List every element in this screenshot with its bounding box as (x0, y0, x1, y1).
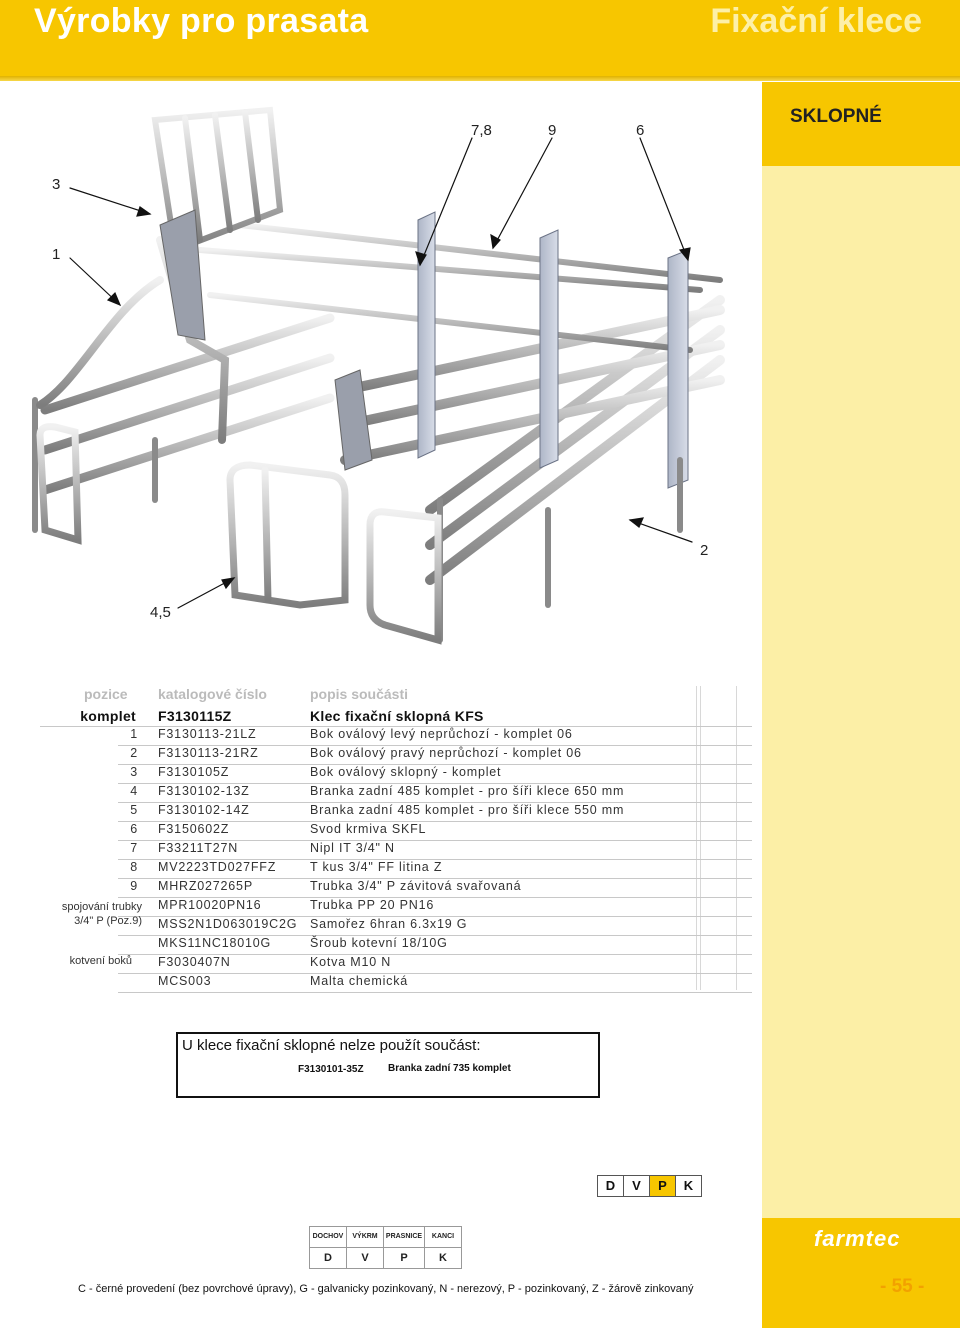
row-description: Nipl IT 3/4" N (310, 841, 395, 855)
category-legend (310, 1227, 462, 1269)
table-row (40, 822, 752, 841)
row-code: F3130102-13Z (158, 784, 250, 798)
table-row (40, 860, 752, 879)
row-code: MHRZ027265P (158, 879, 253, 893)
page-title: Výrobky pro prasata (34, 2, 369, 40)
legend-letter: P (383, 1247, 425, 1269)
callout-label: 7,8 (471, 122, 492, 139)
legend-letter: D (309, 1247, 347, 1269)
callout-label: 4,5 (150, 604, 171, 621)
row-divider (118, 992, 752, 993)
callout-label: 1 (52, 246, 61, 263)
pipe-joint-note-line: 3/4" P (Poz.9) (74, 915, 142, 927)
row-description: Bok oválový levý neprůchozí - komplet 06 (310, 727, 573, 741)
product-illustration (0, 80, 760, 680)
table-row (40, 974, 752, 993)
row-code: MV2223TD027FFZ (158, 860, 277, 874)
legend-label: DOCHOV (309, 1226, 347, 1248)
row-code: MCS003 (158, 974, 212, 988)
table-row (40, 708, 752, 727)
table-row (40, 917, 752, 936)
table-row (40, 784, 752, 803)
legend-label: PRASNICE (383, 1226, 425, 1248)
row-description: Šroub kotevní 18/10G (310, 936, 448, 950)
farmtec-logo (814, 1226, 914, 1254)
row-position: komplet (80, 708, 136, 724)
category-indicator (598, 1175, 702, 1197)
row-code: MPR10020PN16 (158, 898, 262, 912)
row-position: 5 (130, 803, 138, 817)
sidebar-tab-label: SKLOPNÉ (790, 106, 882, 127)
page-number: - 55 - (880, 1276, 925, 1297)
row-code: F3130113-21LZ (158, 727, 257, 741)
legend-label: KANCI (424, 1226, 462, 1248)
finish-legend-note: C - černé provedení (bez povrchové úpravy), G - galvanicky pozinkovaný, N - nerezový, P - pozinkovaný, Z - žárově zinkovaný (78, 1283, 694, 1295)
table-row (40, 879, 752, 898)
anchoring-note: kotvení boků (69, 955, 132, 967)
category-letter: K (675, 1175, 702, 1197)
header-catalog: katalogové číslo (158, 686, 267, 702)
row-position: 7 (130, 841, 138, 855)
section-title: Fixační klece (710, 2, 922, 40)
table-row (40, 803, 752, 822)
sidebar-tab (762, 82, 960, 166)
category-letter: D (597, 1175, 624, 1197)
category-letter: V (623, 1175, 650, 1197)
table-row (40, 936, 752, 955)
table-row (40, 841, 752, 860)
row-code: F3030407N (158, 955, 231, 969)
row-code: F3130102-14Z (158, 803, 250, 817)
legend-letter: K (424, 1247, 462, 1269)
row-position: 9 (130, 879, 138, 893)
header-position: pozice (84, 686, 128, 702)
table-row (40, 746, 752, 765)
row-code: F33211T27N (158, 841, 239, 855)
incompatibility-note (176, 1032, 600, 1098)
callout-label: 6 (636, 122, 645, 139)
row-code: MSS2N1D063019C2G (158, 917, 298, 931)
row-description: Svod krmiva SKFL (310, 822, 427, 836)
row-position: 2 (130, 746, 138, 760)
row-code: F3150602Z (158, 822, 230, 836)
note-description: Branka zadní 735 komplet (388, 1063, 511, 1074)
row-position: 8 (130, 860, 138, 874)
row-position: 4 (130, 784, 138, 798)
row-description: Kotva M10 N (310, 955, 392, 969)
row-position: 3 (130, 765, 138, 779)
row-code: F3130113-21RZ (158, 746, 259, 760)
row-code: F3130115Z (158, 708, 232, 724)
legend-label: VÝKRM (346, 1226, 384, 1248)
table-row (40, 955, 752, 974)
row-description: Klec fixační sklopná KFS (310, 708, 484, 724)
row-description: Branka zadní 485 komplet - pro šíři klece 650 mm (310, 784, 625, 798)
note-code: F3130101-35Z (298, 1064, 364, 1075)
note-title: U klece fixační sklopné nelze použít součást: (182, 1037, 481, 1054)
logo-text: farmtec (814, 1226, 901, 1251)
row-description: T kus 3/4" FF litina Z (310, 860, 443, 874)
table-row (40, 898, 752, 917)
row-position: 1 (130, 727, 138, 741)
row-description: Bok oválový sklopný - komplet (310, 765, 502, 779)
table-row (40, 765, 752, 784)
callout-label: 9 (548, 122, 557, 139)
pipe-joint-note-line: spojování trubky (61, 901, 142, 913)
table-row (40, 727, 752, 746)
category-letter-active: P (649, 1175, 676, 1197)
row-description: Malta chemická (310, 974, 409, 988)
row-code: F3130105Z (158, 765, 230, 779)
row-description: Trubka PP 20 PN16 (310, 898, 435, 912)
callout-label: 2 (700, 542, 709, 559)
legend-letter: V (346, 1247, 384, 1269)
header-description: popis součásti (310, 686, 409, 702)
row-description: Samořez 6hran 6.3x19 G (310, 917, 468, 931)
pipe-joint-note (62, 900, 142, 928)
row-description: Branka zadní 485 komplet - pro šíři klece 550 mm (310, 803, 625, 817)
row-code: MKS11NC18010G (158, 936, 271, 950)
row-description: Trubka 3/4" P závitová svařovaná (310, 879, 522, 893)
sidebar (762, 82, 960, 1328)
callout-label: 3 (52, 176, 61, 193)
row-position: 6 (130, 822, 138, 836)
row-description: Bok oválový pravý neprůchozí - komplet 06 (310, 746, 582, 760)
